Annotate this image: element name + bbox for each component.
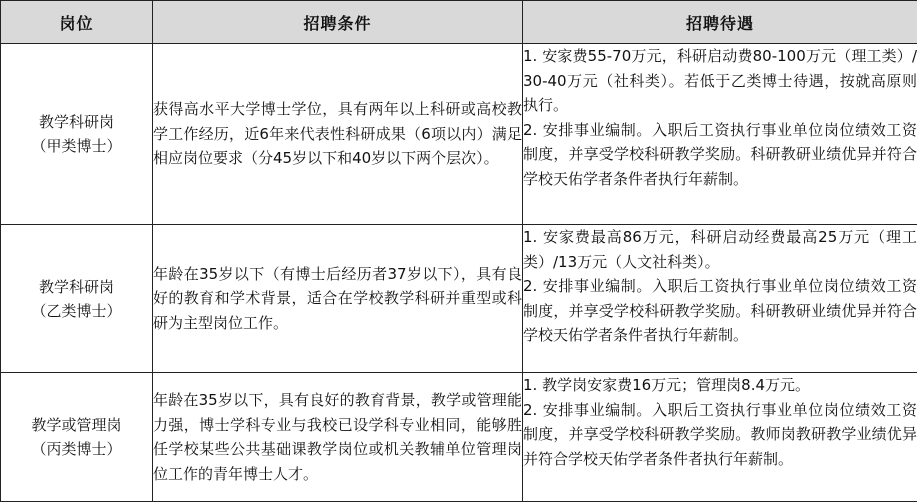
benefit-item-settlement: 1. 安家费最高86万元，科研启动经费最高25万元（理工类）/13万元（人文社科类）。 <box>523 228 917 271</box>
requirements-text: 年龄在35岁以下，具有良好的教育背景，教学或管理能力强，博士学科专业与我校已设学科专业相同，能够胜任学校某些公共基础课教学岗位或机关教辅单位管理岗位工作的青年博士人才。 <box>153 391 522 483</box>
header-benefits: 招聘待遇 <box>523 1 917 44</box>
table-row <box>1 44 917 225</box>
position-category: （甲类博士） <box>31 137 122 155</box>
header-requirements: 招聘条件 <box>153 1 523 44</box>
position-title: 教学科研岗 <box>38 113 114 131</box>
table-row <box>1 225 917 373</box>
position-title: 教学科研岗 <box>38 277 114 296</box>
requirements-cell <box>153 44 523 225</box>
requirements-text: 获得高水平大学博士学位，具有两年以上科研或高校教学工作经历，近6年来代表性科研成果（6项以内）满足相应岗位要求（分45岁以下和40岁以下两个层次）。 <box>153 100 522 168</box>
benefit-item-settlement: 1. 安家费55-70万元，科研启动费80-100万元（理工类）/30-40万元（社科类）。若低于乙类博士待遇，按就高原则执行。 <box>523 47 917 114</box>
header-position: 岗位 <box>1 1 153 44</box>
position-cell <box>1 225 153 373</box>
requirements-cell <box>153 373 523 502</box>
table-header-row <box>1 1 917 44</box>
table-row <box>1 373 917 502</box>
benefit-item-staffing: 2. 安排事业编制。入职后工资执行事业单位岗位绩效工资制度，并享受学校科研教学奖励。科研教研业绩优异并符合学校天佑学者条件者执行年薪制。 <box>523 277 917 344</box>
requirements-text: 年龄在35岁以下（有博士后经历者37岁以下），具有良好的教育和学术背景，适合在学校教学科研并重型或科研为主型岗位工作。 <box>153 264 522 332</box>
benefits-cell <box>523 44 917 225</box>
position-cell <box>1 373 153 502</box>
requirements-cell <box>153 225 523 373</box>
benefits-cell <box>523 225 917 373</box>
position-category: （丙类博士） <box>31 440 122 458</box>
position-category: （乙类博士） <box>31 301 122 320</box>
benefit-item-staffing: 2. 安排事业编制。入职后工资执行事业单位岗位绩效工资制度，并享受学校科研教学奖励。科研教研业绩优异并符合学校天佑学者条件者执行年薪制。 <box>523 120 917 188</box>
position-title: 教学或管理岗 <box>31 416 122 434</box>
benefits-cell <box>523 373 917 502</box>
position-cell <box>1 44 153 225</box>
benefit-item-staffing: 2. 安排事业编制。入职后工资执行事业单位岗位绩效工资制度，并享受学校科研教学奖励。教师岗教研教学业绩优异并符合学校天佑学者条件者执行年薪制。 <box>523 400 917 468</box>
benefit-item-settlement: 1. 教学岗安家费16万元；管理岗8.4万元。 <box>523 376 811 394</box>
